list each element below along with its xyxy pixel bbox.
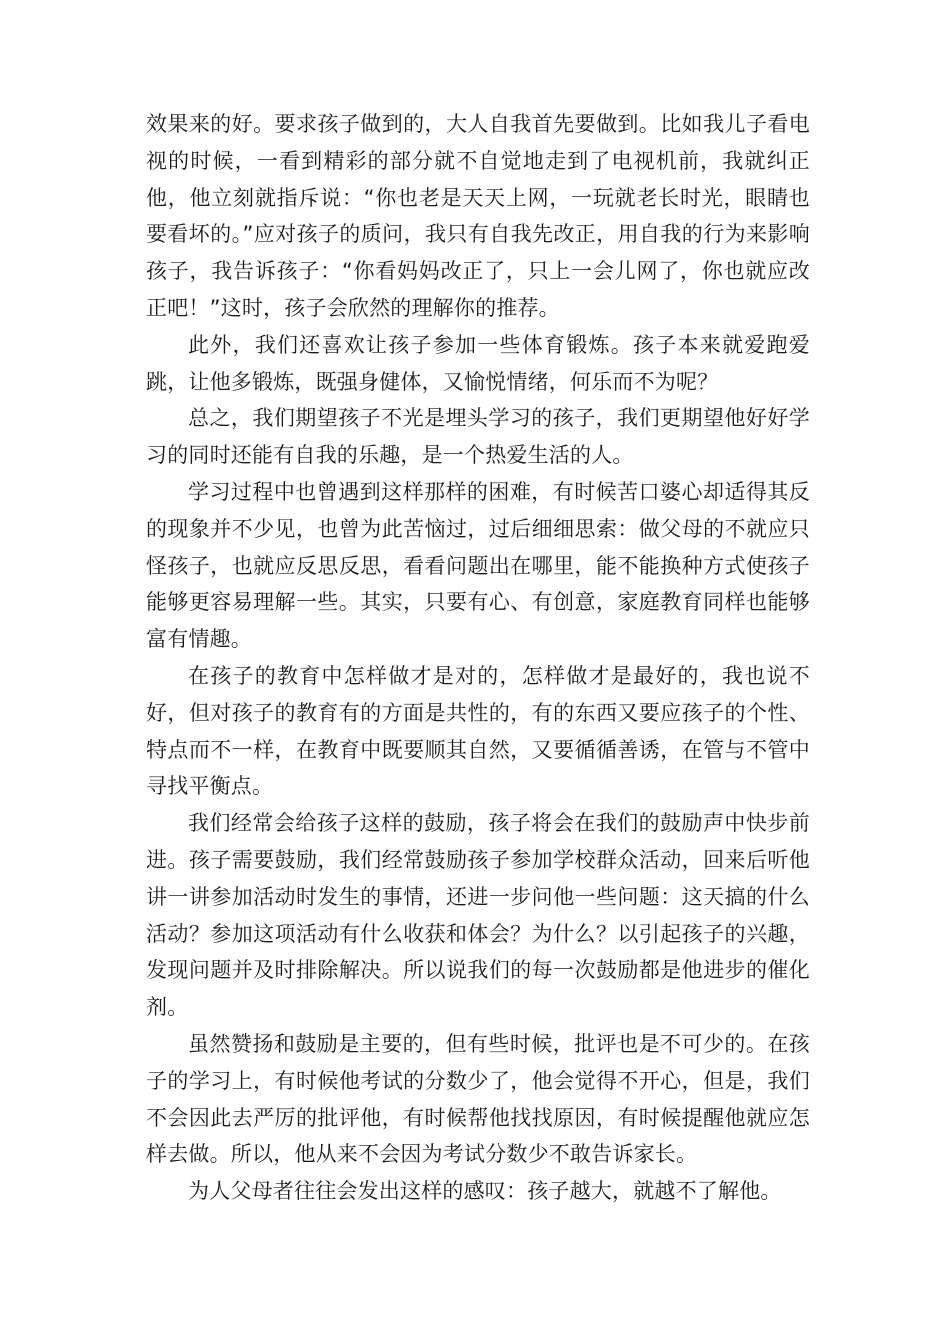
paragraph-8: 为人父母者往往会发出这样的感叹：孩子越大，就越不了解他。: [188, 1179, 782, 1204]
paragraph-1: 效果来的好。要求孩子做到的，大人自我首先要做到。比如我儿子看电视的时候，一看到精彩的部分就不自觉地走到了电视机前，我就纠正他，他立刻就指斥说：“你也老是天天上网，一玩就老长时光，眼睛也要看坏的。”应对孩子的质问，我只有自我先改正，用自我的行为来影响孩子，我告诉孩子：“你看妈妈改正了，只上一会儿网了，你也就应改正吧！”这时，孩子会欣然的理解你的推荐。: [146, 112, 810, 320]
paragraph-4: 学习过程中也曾遇到这样那样的困难，有时候苦口婆心却适得其反的现象并不少见，也曾为此苦恼过，过后细细思索：做父母的不就应只怪孩子，也就应反思反思，看看问题出在哪里，能不能换种方式使孩子能够更容易理解一些。其实，只要有心、有创意，家庭教育同样也能够富有情趣。: [146, 479, 810, 652]
paragraph-6: 我们经常会给孩子这样的鼓励，孩子将会在我们的鼓励声中快步前进。孩子需要鼓励，我们经常鼓励孩子参加学校群众活动，回来后听他讲一讲参加活动时发生的事情，还进一步问他一些问题：这天搞的什么活动？参加这项活动有什么收获和体会？为什么？以引起孩子的兴趣，发现问题并及时排除解决。所以说我们的每一次鼓励都是他进步的催化剂。: [146, 811, 810, 1020]
paragraph-2: 此外，我们还喜欢让孩子参加一些体育锻炼。孩子本来就爱跑爱跳，让他多锻炼，既强身健体，又愉悦情绪，何乐而不为呢？: [146, 332, 810, 394]
document-body: [146, 106, 810, 1210]
paragraph-7: 虽然赞扬和鼓励是主要的，但有些时候，批评也是不可少的。在孩子的学习上，有时候他考试的分数少了，他会觉得不开心，但是，我们不会因此去严厉的批评他，有时候帮他找找原因，有时候提醒他就应怎样去做。所以，他从来不会因为考试分数少不敢告诉家长。: [146, 1031, 810, 1167]
paragraph-3: 总之，我们期望孩子不光是埋头学习的孩子，我们更期望他好好学习的同时还能有自我的乐趣，是一个热爱生活的人。: [146, 406, 810, 468]
paragraph-5: 在孩子的教育中怎样做才是对的，怎样做才是最好的，我也说不好，但对孩子的教育有的方面是共性的，有的东西又要应孩子的个性、特点而不一样，在教育中既要顺其自然，又要循循善诱，在管与不管中寻找平衡点。: [146, 663, 810, 799]
